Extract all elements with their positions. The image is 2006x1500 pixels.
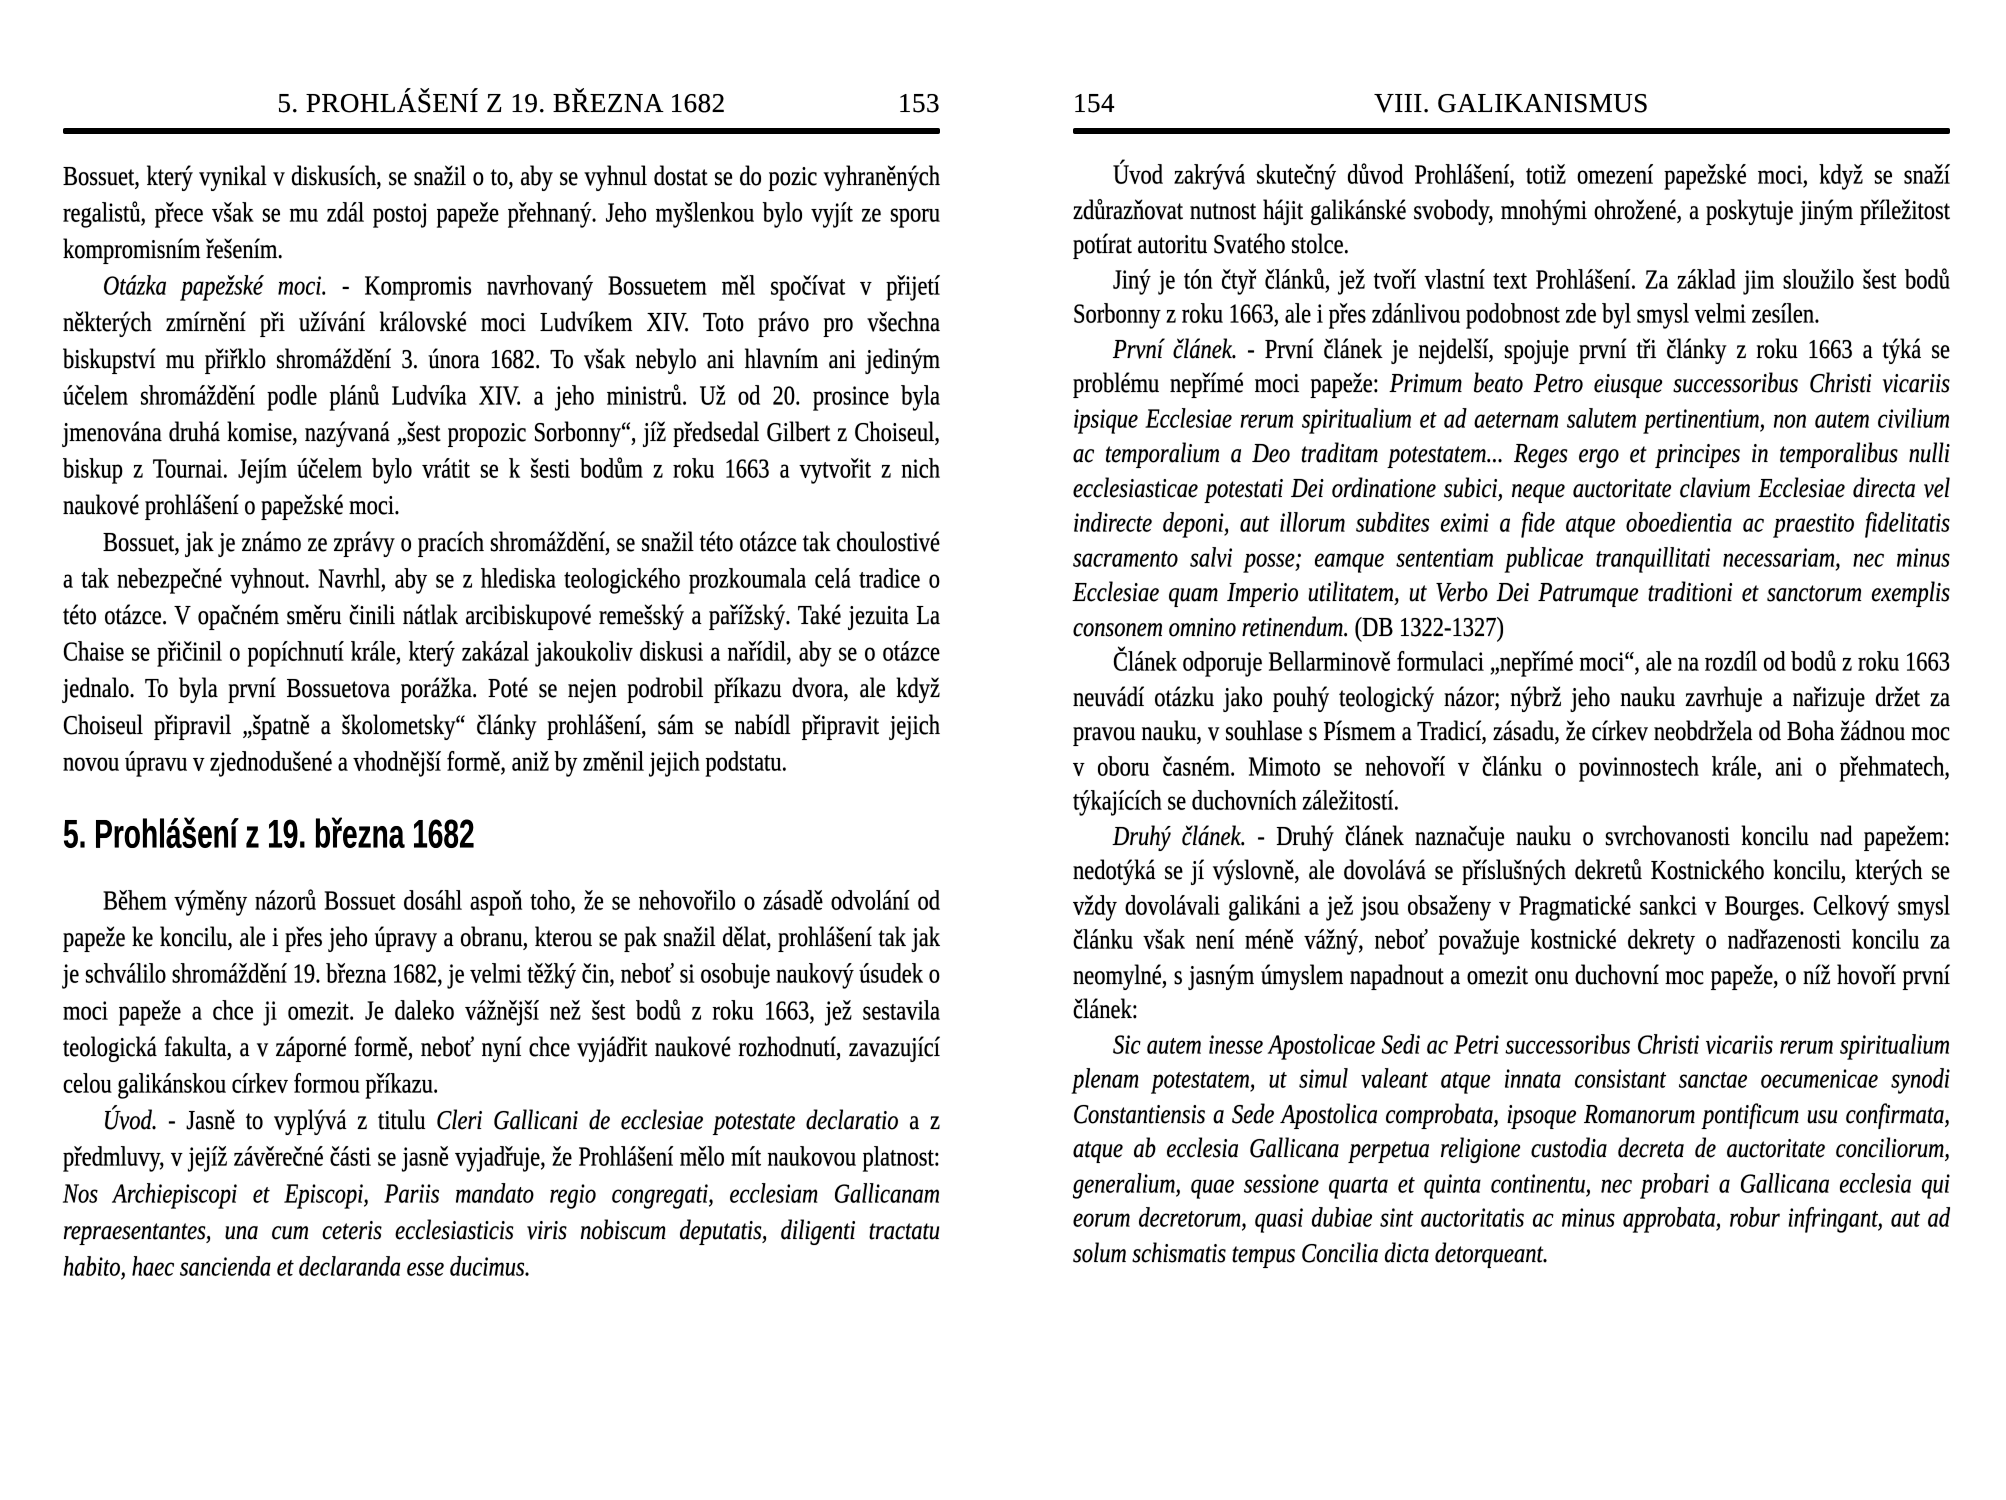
paragraph xyxy=(1073,332,1950,645)
paragraph xyxy=(63,268,940,524)
paragraph xyxy=(1073,262,1950,332)
text-run: - Jasně to vyplývá z titulu xyxy=(157,1104,437,1136)
italic-run: První článek. xyxy=(1113,333,1238,364)
header-rule-left xyxy=(63,128,940,134)
italic-run: Nos Archiepiscopi et Episcopi, Pariis mandato regio congregati, ecclesiam Gallicanam repraesentantes, una cum ceteris ecclesiasticis viris nobiscum deputatis, diligenti tractatu habito, haec sancienda et declaranda esse ducimus. xyxy=(63,1177,940,1282)
page-number-right: 154 xyxy=(1073,88,1115,118)
paragraph xyxy=(63,1102,940,1285)
left-page-header xyxy=(63,88,940,119)
paragraph xyxy=(1073,1027,1950,1270)
text-run: Jiný je tón čtyř článků, jež tvoří vlastní text Prohlášení. Za základ jim sloužilo šest bodů Sorbonny z roku 1663, ale i přes zdánlivou podobnost zde byl smysl velmi zesílen. xyxy=(1073,263,1950,329)
right-page-header xyxy=(1073,88,1950,119)
header-rule-right xyxy=(1073,128,1950,134)
paragraph xyxy=(1073,645,1950,819)
italic-run: Úvod. xyxy=(103,1104,158,1136)
paragraph xyxy=(63,883,940,1103)
italic-run: Primum beato Petro eiusque successoribus Christi vicariis ipsique Ecclesiae rerum spiritualium et ad aeternam salutem pertinentium, non autem civilium ac temporalium a Deo traditam potestatem... Reges ergo et principes in temporalibus nulli ecclesiasticae potestati Dei ordinatione subici, neque auctoritate clavium Ecclesiae directa vel indirecte deponi, aut illorum subdites eximi a fide atque oboedientia ac praestito fidelitatis sacramento salvi posse; eamque sententiam publicae tranquillitati necessariam, nec minus Ecclesiae quam Imperio utilitatem, ut Verbo Dei Patrumque traditioni et sanctorum exemplis consonem omnino retinendum. xyxy=(1073,367,1951,642)
text-run: Článek odporuje Bellarminově formulaci „nepřímé moci“, ale na rozdíl od bodů z roku 1663 neuvádí otázku jako pouhý teologický názor; nýbrž jeho nauku zavrhuje a nařizuje držet za pravou nauku, v souhlase s Písmem a Tradicí, zásadu, že církev neobdržela od Boha žádnou moc v oboru časném. Mimoto se nehovoří v článku o povinnostech krále, ani o přehmatech, týkajících se duchovních záležitostí. xyxy=(1073,646,1950,816)
running-title-left: 5. PROHLÁŠENÍ Z 19. BŘEZNA 1682 xyxy=(277,88,726,118)
text-run: Bossuet, který vynikal v diskusích, se snažil o to, aby se vyhnul dostat se do pozic vyhraněných regalistů, přece však se mu zdál postoj papeže přehnaný. Jeho myšlenkou bylo vyjít ze sporu kompromisním řešením. xyxy=(63,160,940,265)
text-run: Bossuet, jak je známo ze zprávy o pracích shromáždění, se snažil této otázce tak choulostivé a tak nebezpečné vyhnout. Navrhl, aby se z hlediska teologického prozkoumala celá tradice o této otázce. V opačném směru činili nátlak arcibiskupové remešský a pařížský. Také jezuita La Chaise se přičinil o popíchnutí krále, který zakázal jakoukoliv diskusi a nařídil, aby se o otázce jednalo. To byla první Bossuetova porážka. Poté se nejen podrobil příkazu dvora, ale když Choiseul připravil „špatně a školometsky“ články prohlášení, sám se nabídl připravit jejich novou úpravu v zjednodušené a vhodnější formě, aniž by změnil jejich podstatu. xyxy=(63,526,940,777)
text-run: - Druhý článek naznačuje nauku o svrchovanosti koncilu nad papežem: nedotýká se jí výslovně, ale dovolává se příslušných dekretů Kostnického koncilu, kterých se vždy dovolávali galikáni a jež jsou obsaženy v Pragmatické sankci v Bourges. Celkový smysl článku však není méně vážný, neboť považuje kostnické dekrety o nadřazenosti koncilu za neomylné, s jasným úmyslem napadnout a omezit onu duchovní moc papeže, o níž hovoří první článek: xyxy=(1073,819,1951,1025)
paragraph xyxy=(1073,158,1950,262)
page-body-right xyxy=(1073,158,1950,1271)
running-title-right: VIII. GALIKANISMUS xyxy=(1374,88,1649,118)
page-body-left xyxy=(63,158,940,1285)
paragraph xyxy=(1073,819,1950,1028)
italic-run: Cleri Gallicani de ecclesiae potestate declaratio xyxy=(436,1104,899,1136)
paragraph xyxy=(63,158,940,268)
text-run: - Kompromis navrhovaný Bossuetem měl spočívat v přijetí některých zmírnění při užívání královské moci Ludvíkem XIV. Toto právo pro všechna biskupství mu přiřklo shromáždění 3. února 1682. To však nebylo ani hlavním ani jediným účelem shromáždění podle plánů Ludvíka XIV. a jeho ministrů. Už od 20. prosince byla jmenována druhá komise, nazývaná „šest propozic Sorbonny“, jíž předsedal Gilbert z Choiseul, biskup z Tournai. Jejím účelem bylo vrátit se k šesti bodům z roku 1663 a vytvořit z nich naukové prohlášení o papežské moci. xyxy=(63,270,941,521)
paragraph xyxy=(63,524,940,780)
italic-run: Otázka papežské moci. xyxy=(103,270,328,301)
text-run: a z předmluvy, v jejíž závěrečné části se jasně vyjadřuje, že Prohlášení mělo mít naukovou platnost: xyxy=(63,1104,940,1172)
text-run: Úvod zakrývá skutečný důvod Prohlášení, totiž omezení papežské moci, když se snaží zdůrazňovat nutnost hájit galikánské svobody, mnohými ohrožené, a poskytuje jiným příležitost potírat autoritu Svatého stolce. xyxy=(1073,159,1950,260)
text-run: Během výměny názorů Bossuet dosáhl aspoň toho, že se nehovořilo o zásadě odvolání od papeže ke koncilu, ale i přes jeho úpravy a obranu, kterou se pak snažil dělat, prohlášení tak jak je schválilo shromáždění 19. března 1682, je velmi těžký čin, neboť si osobuje naukový úsudek o moci papeže a chce ji omezit. Je daleko vážnější než šest bodů z roku 1663, jež sestavila teologická fakulta, a v záporné formě, neboť nyní chce vyjádřit naukové rozhodnutí, zavazující celou galikánskou církev formou příkazu. xyxy=(63,885,940,1099)
page-number-left: 153 xyxy=(898,88,940,118)
section-heading: 5. Prohlášení z 19. března 1682 xyxy=(63,810,475,856)
text-run: (DB 1322-1327) xyxy=(1349,611,1504,642)
page-right xyxy=(1073,88,1951,1268)
italic-run: Sic autem inesse Apostolicae Sedi ac Petri successoribus Christi vicariis rerum spiritualium plenam potestatem, ut simul valeant atque innata consistant sanctae oecumenicae synodi Constantiensis a Sede Apostolica comprobata, ipsoque Romanorum pontificum usu confirmata, atque ab ecclesia Gallicana perpetua religione custodia decreta de auctoritate conciliorum, generalium, quae sessione quarta et quinta continentu, nec probari a Gallicana ecclesia qui eorum decretorum, quasi dubiae sint auctoritatis ac minus approbata, robur infringant, aut ad solum schismatis tempus Concilia dicta detorqueant. xyxy=(1073,1028,1950,1268)
page-left xyxy=(63,88,941,1282)
text-run: - První článek je nejdelší, spojuje první tři články z roku 1663 a týká se problému nepřímé moci papeže: xyxy=(1073,333,1950,399)
italic-run: Druhý článek. xyxy=(1113,819,1247,851)
